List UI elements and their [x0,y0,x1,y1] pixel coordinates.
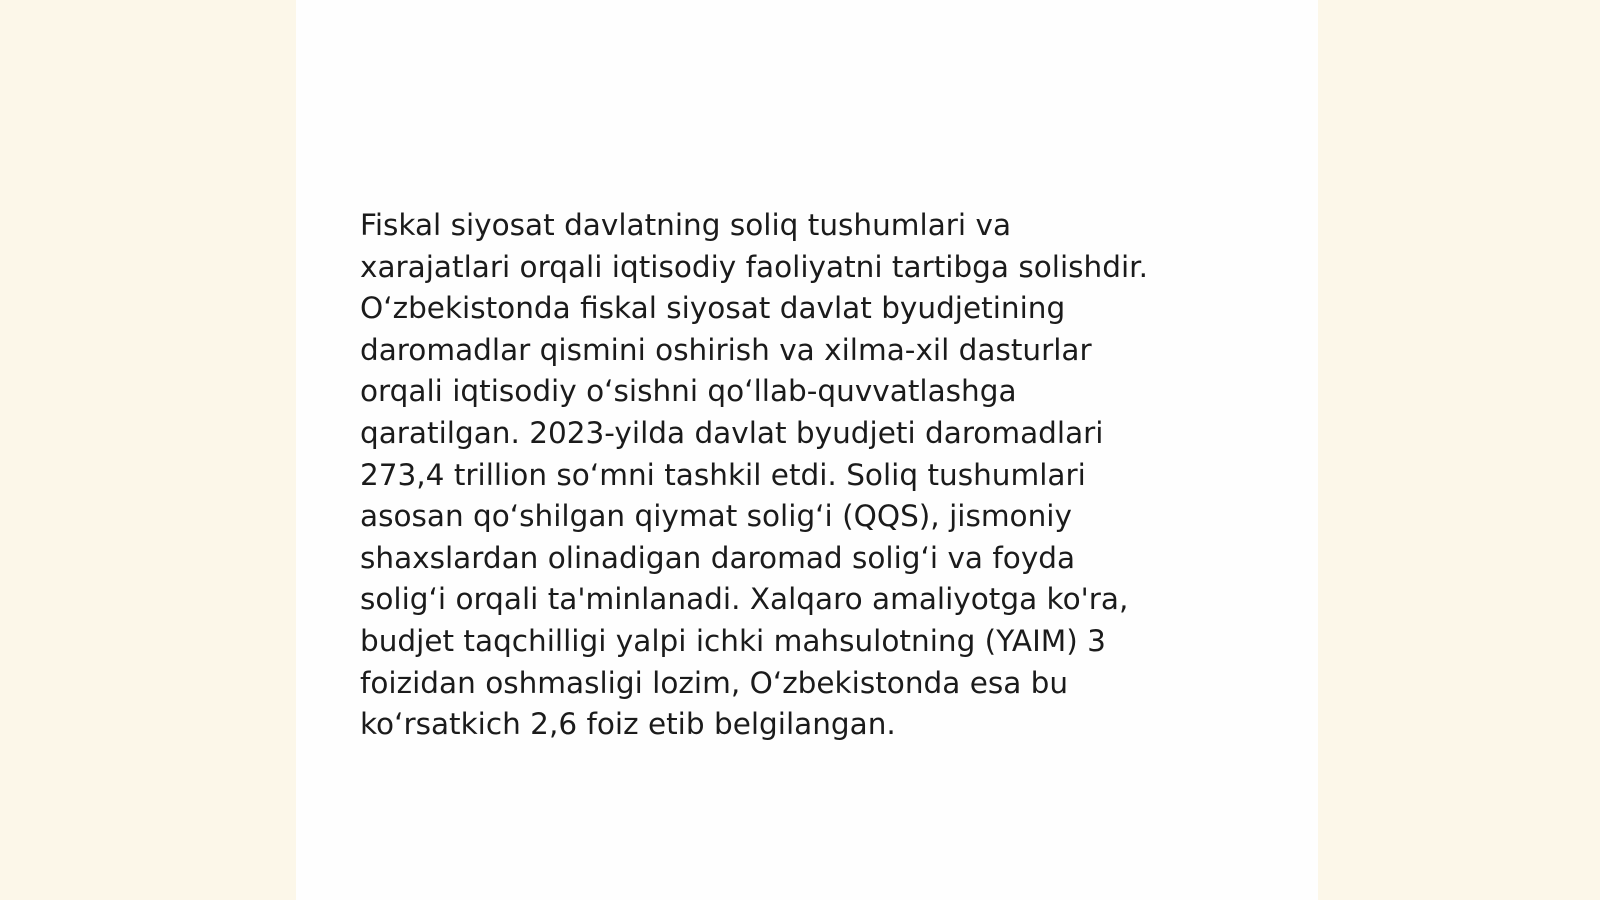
right-margin-panel [1318,0,1600,900]
body-line: qaratilgan. 2023-yilda davlat byudjeti daromadlari [360,415,1104,450]
body-line: orqali iqtisodiy o‘sishni qo‘llab-quvvatlashga [360,374,1017,409]
body-line: ko‘rsatkich 2,6 foiz etib belgilangan. [360,707,896,742]
body-line: budjet taqchilligi yalpi ichki mahsulotning (YAIM) 3 [360,623,1106,658]
body-line: daromadlar qismini oshirish va xilma-xil dasturlar [360,332,1092,367]
body-line: shaxslardan olinadigan daromad solig‘i va foyda [360,540,1076,575]
slide-body-text [360,205,1240,746]
slide-page [296,0,1318,900]
body-line: asosan qo‘shilgan qiymat solig‘i (QQS), jismoniy [360,499,1072,534]
body-line: solig‘i orqali ta'minlanadi. Xalqaro amaliyotga ko'ra, [360,582,1129,617]
left-margin-panel [0,0,296,900]
body-line: Fiskal siyosat davlatning soliq tushumlari va [360,208,1012,242]
body-line: foizidan oshmasligi lozim, O‘zbekistonda esa bu [360,665,1069,700]
body-line: xarajatlari orqali iqtisodiy faoliyatni tartibga solishdir. [360,249,1148,284]
body-line: O‘zbekistonda fiskal siyosat davlat byudjetining [360,291,1066,326]
body-line: 273,4 trillion so‘mni tashkil etdi. Soliq tushumlari [360,457,1086,492]
